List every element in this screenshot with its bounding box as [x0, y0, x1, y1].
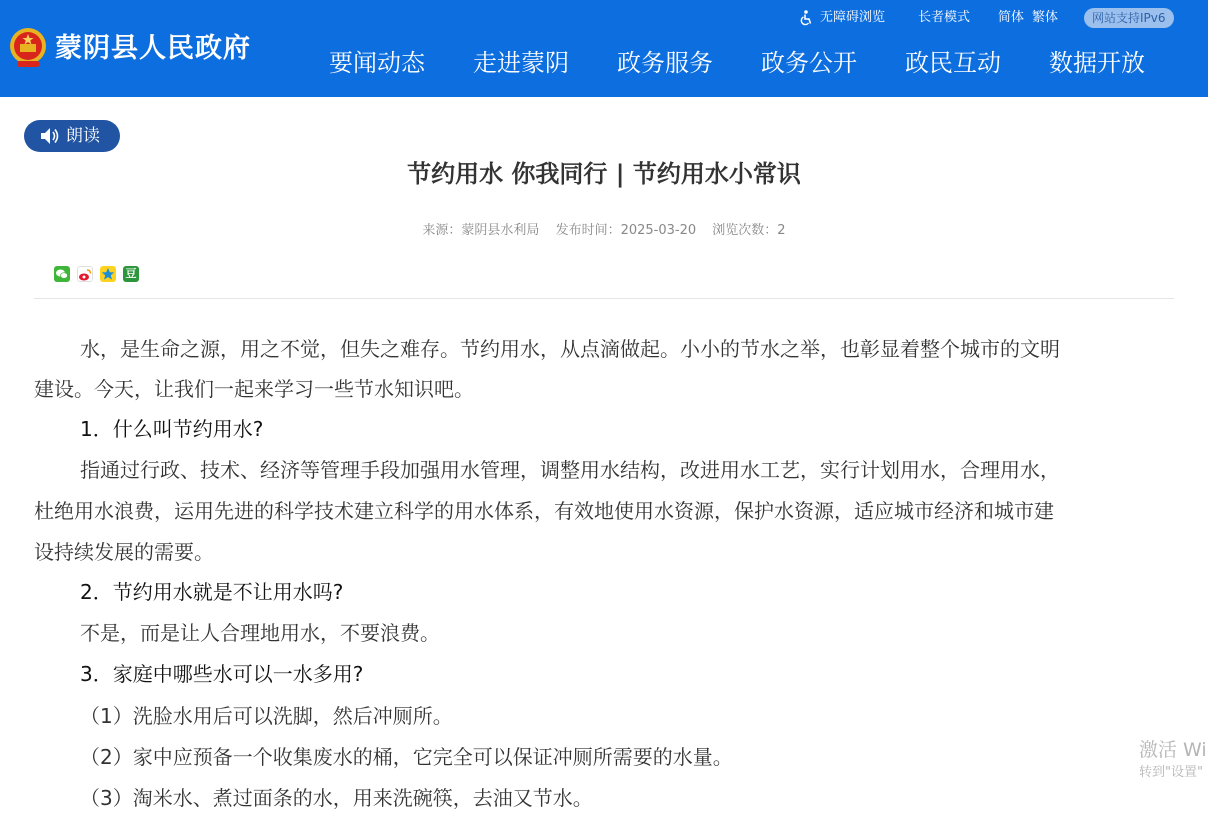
share-qzone-icon[interactable]	[100, 266, 116, 282]
activation-watermark: 激活 Wi	[1139, 739, 1207, 761]
weibo-icon	[78, 268, 92, 282]
accessibility-label: 无障碍浏览	[820, 10, 886, 25]
wechat-icon	[54, 266, 70, 282]
wheelchair-icon	[798, 10, 814, 26]
nav-news[interactable]: 要闻动态	[329, 49, 425, 77]
article-divider	[34, 298, 1174, 299]
answer-1-cont: 杜绝用水浪费，运用先进的科学技术建立科学的用水体系，有效地使用水资源，保护水资源，适应城市经济和城市建	[34, 499, 1054, 523]
activation-watermark-hint: 转到"设置"	[1139, 765, 1203, 780]
tip-1: （1）洗脸水用后可以洗脚，然后冲厕所。	[80, 704, 453, 728]
share-douban-icon[interactable]: 豆	[123, 266, 139, 282]
paragraph-intro-cont: 建设。今天，让我们一起来学习一些节水知识吧。	[34, 377, 474, 401]
article-title: 节约用水 你我同行 | 节约用水小常识	[407, 160, 801, 188]
speaker-icon	[40, 127, 60, 145]
question-2: 2．节约用水就是不让用水吗?	[80, 580, 344, 604]
answer-1: 指通过行政、技术、经济等管理手段加强用水管理，调整用水结构，改进用水工艺，实行计划用水，合理用水，	[80, 458, 1060, 482]
article-meta	[0, 222, 1208, 240]
nav-government-services[interactable]: 政务服务	[617, 49, 713, 77]
question-3: 3．家庭中哪些水可以一水多用?	[80, 662, 364, 686]
nav-government-disclosure[interactable]: 政务公开	[761, 49, 857, 77]
article-publish-time: 发布时间：2025-03-20	[555, 223, 697, 238]
answer-2: 不是，而是让人合理地用水，不要浪费。	[80, 621, 440, 645]
read-aloud-button[interactable]	[24, 120, 120, 152]
national-emblem-icon[interactable]	[9, 27, 47, 69]
nav-about-mengyin[interactable]: 走进蒙阴	[473, 49, 569, 77]
share-wechat-icon[interactable]	[54, 266, 70, 282]
share-weibo-icon[interactable]	[77, 266, 93, 282]
elder-mode-link[interactable]: 长者模式	[918, 10, 971, 25]
traditional-chinese-link[interactable]: 繁体	[1032, 10, 1059, 25]
tip-3: （3）淘米水、煮过面条的水，用来洗碗筷，去油又节水。	[80, 786, 593, 810]
simplified-chinese-link[interactable]: 简体	[998, 10, 1025, 25]
article-source: 来源：蒙阴县水利局	[422, 223, 540, 238]
paragraph-intro: 水，是生命之源，用之不觉，但失之难存。节约用水，从点滴做起。小小的节水之举，也彰显着整个城市的文明	[80, 337, 1060, 361]
nav-public-interaction[interactable]: 政民互动	[905, 49, 1001, 77]
question-1: 1．什么叫节约用水?	[80, 417, 264, 441]
site-header	[0, 0, 1208, 97]
read-aloud-label: 朗读	[66, 126, 100, 146]
article-views: 浏览次数：2	[712, 223, 786, 238]
site-name[interactable]: 蒙阴县人民政府	[55, 33, 251, 64]
answer-1-end: 设持续发展的需要。	[34, 540, 214, 564]
ipv6-badge: 网站支持IPv6	[1084, 8, 1174, 28]
qzone-star-icon	[100, 266, 116, 282]
tip-2: （2）家中应预备一个收集废水的桶，它完全可以保证冲厕所需要的水量。	[80, 745, 733, 769]
accessibility-link[interactable]	[798, 9, 885, 27]
nav-open-data[interactable]: 数据开放	[1049, 49, 1145, 77]
